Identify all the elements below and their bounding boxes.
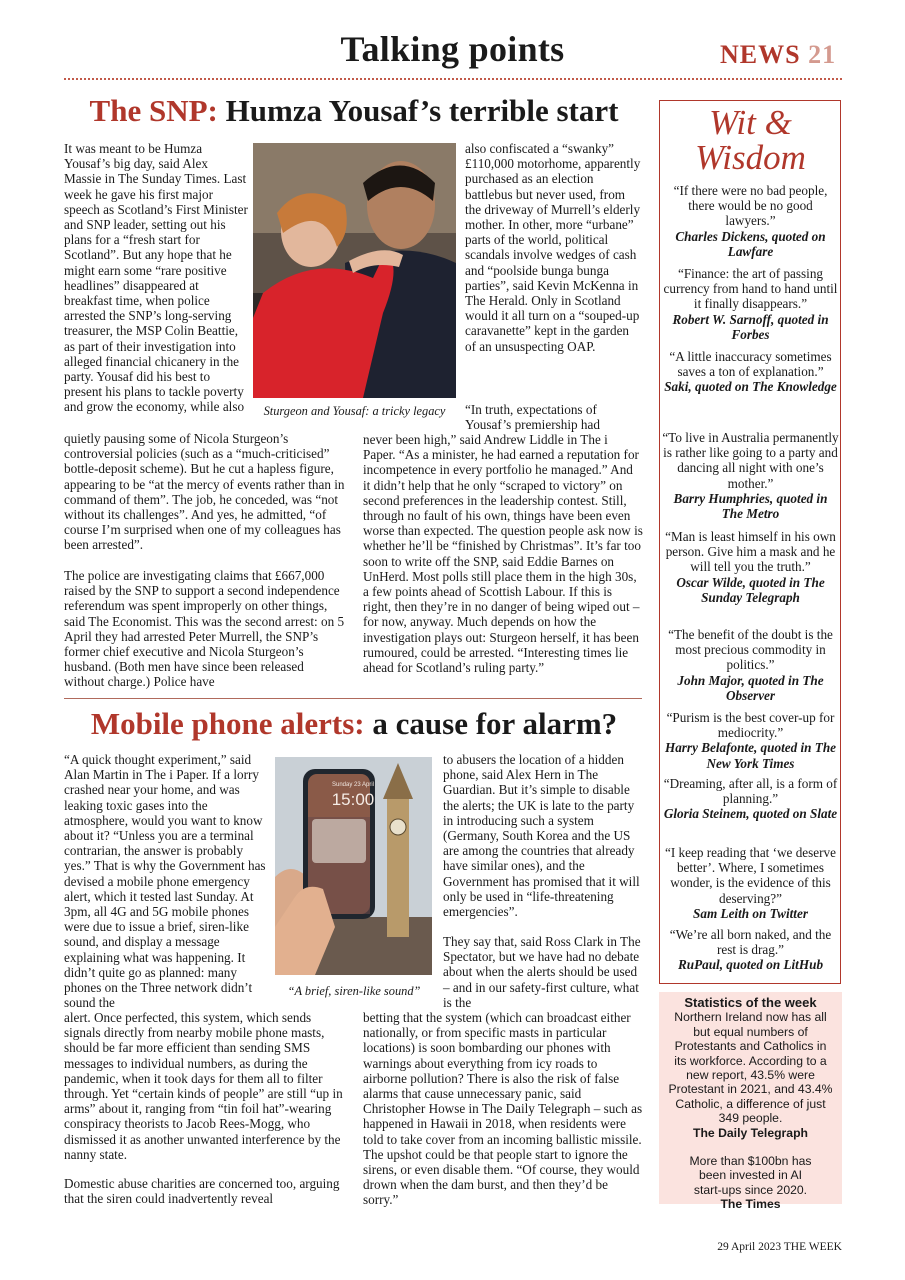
article2-col2b: They say that, said Ross Clark in The Spectator, but we have had no debate about when the alerts should be used – and in our safety-first culture, what is the <box>443 934 641 1010</box>
wit-quote <box>662 710 839 771</box>
statistic-item: More than $100bn has been invested in AI start-ups since 2020. <box>689 1154 812 1197</box>
article1-headline <box>64 93 644 129</box>
wit-quote <box>662 845 839 921</box>
quote-text: “A little inaccuracy sometimes saves a ton of explanation.” <box>669 349 832 380</box>
quote-text: “Finance: the art of passing currency from hand to hand until it finally disappears.” <box>663 266 838 312</box>
quote-source: Gloria Steinem, quoted on Slate <box>663 806 838 822</box>
article2-col1b: alert. Once perfected, this system, which sends signals directly from nearby mobile phone masts, should be far more efficient than sending SMS messages to individual numbers, as during the pandemic, when it took days for them all to filter through. Yet “certain kinds of people” are still “up in arms” about it, ranging from “tin foil hat”-wearing conspiracy theorists to Jacob Rees-Mogg, who dismissed it as another unwanted interference by the nanny state. <box>64 1010 343 1162</box>
quote-source: Oscar Wilde, quoted in The Sunday Telegraph <box>676 574 825 605</box>
phone-time: 15:00 <box>331 790 375 809</box>
quote-text: “I keep reading that ‘we deserve better’. Where, I sometimes wonder, is the evidence of this deserving?” <box>665 845 836 906</box>
wit-quote <box>662 529 839 605</box>
statistics-content <box>659 996 842 1212</box>
wit-quote <box>662 927 839 973</box>
wit-quote <box>662 266 839 342</box>
article1-col2a: also confiscated a “swanky” £110,000 motorhome, apparently purchased as an election battlebus but never used, from the driveway of Murrell’s elderly mother. In other, more “urbane” parts of the world, political scandals involve wedges of cash and “poolside bunga bunga parties”, said Kevin McKenna in The Herald. Only in Scotland would it all turn on a “souped-up caravanette” kept in the garden of an unsuspecting OAP. <box>465 141 641 354</box>
article2-col2a: to abusers the location of a hidden phone, said Alex Hern in The Guardian. But it’s simple to disable the alerts; the UK is late to the party in introducing such a system (Germany, South Korea and the US are among the countries that already have similar ones), and the Government has promised that it will only be used in “life-threatening emergencies”. <box>443 752 640 920</box>
quote-source: Sam Leith on Twitter <box>693 905 808 921</box>
quote-source: Robert W. Sarnoff, quoted in Forbes <box>672 311 829 342</box>
wit-quote <box>662 183 839 259</box>
page-title: Talking points <box>340 29 565 69</box>
statistic-source: The Times <box>720 1197 781 1212</box>
header-rule <box>64 78 842 80</box>
wit-quote <box>662 349 839 395</box>
wit-quote <box>662 627 839 703</box>
quote-text: “To live in Australia permanently is rather like going to a party and dancing all night with one’s mother.” <box>662 430 839 491</box>
quote-source: Charles Dickens, quoted on Lawfare <box>675 228 826 259</box>
article2-headline-lead: Mobile phone alerts: <box>90 706 365 741</box>
article2-headline-rest: a cause for alarm? <box>372 706 618 741</box>
wit-wisdom-title <box>659 105 842 175</box>
quote-text: “If there were no bad people, there would be no good lawyers.” <box>673 183 828 229</box>
quote-text: “We’re all born naked, and the rest is drag.” <box>669 927 832 958</box>
wit-quote <box>662 776 839 822</box>
quote-text: “Purism is the best cover-up for mediocrity.” <box>666 710 835 741</box>
article2-col2c: betting that the system (which can broadcast either nationally, or from specific masts in particular locations) is soon bombarding our phones with warnings about everything from icy roads to airborne pollution? There is also the risk of false alarms that cause unnecessary panic, said Christopher Howse in The Daily Telegraph – such as happened in Hawaii in 2018, when residents were told to take cover from an incoming ballistic missile. The upshot could be that people start to ignore the sirens, or even disable them. “Of course, they would drown when the dam burst, and then they’d be sorry.” <box>363 1010 643 1208</box>
wit-quote <box>662 430 839 521</box>
section-name: NEWS <box>720 40 801 69</box>
phone-date: Sunday 23 April <box>331 782 375 788</box>
section-label <box>720 40 836 70</box>
quote-source: Barry Humphries, quoted in The Metro <box>673 490 828 522</box>
article2-caption: “A brief, siren-like sound” <box>287 984 421 998</box>
quote-source: Harry Belafonte, quoted in The New York Times <box>664 740 837 771</box>
quote-source: Saki, quoted on The Knowledge <box>664 379 837 395</box>
article2-col1c: Domestic abuse charities are concerned too, arguing that the siren could inadvertently reveal <box>64 1176 340 1207</box>
article1-caption: Sturgeon and Yousaf: a tricky legacy <box>263 404 446 418</box>
page-footer: 29 April 2023 THE WEEK <box>717 1241 842 1253</box>
article1-col1c: The police are investigating claims that £667,000 raised by the SNP to support a second independence referendum was spent improperly on other things, said The Economist. This was the second arrest: on 5 April they had arrested Peter Murrell, the SNP’s former chief executive and Nicola Sturgeon’s husband. (Both men have since been released without charge.) Police have <box>64 568 345 690</box>
article1-col2c: never been high,” said Andrew Liddle in The i Paper. “As a minister, he had earned a reputation for incompetence in every portfolio he managed.” And it didn’t help that he only “scraped to victory” on second preferences in the leadership contest. Still, through no fault of his own, things have been even worse than expected. The question people ask now is whether he’ll be “finished by Christmas”. It’s far too soon to write off the SNP, said Eddie Barnes on UnHerd. Most polls still place them in the high 30s, a few points ahead of Scottish Labour. If this is right, then they’re in no danger of being wiped out – for now, anyway. Much depends on how the investigation plays out: Sturgeon herself, it has been rumoured, could be arrested. “Interesting times lie ahead for Scotland’s ruling party.” <box>363 432 643 676</box>
wit-title-line1: Wit & <box>709 103 792 142</box>
article2-headline <box>64 706 644 742</box>
article1-col2b: “In truth, expectations of Yousaf’s premiership had <box>465 402 600 433</box>
wit-title-line2: Wisdom <box>695 138 806 177</box>
article1-headline-lead: The SNP: <box>89 93 218 128</box>
article-separator <box>64 698 642 699</box>
article1-col1a: It was meant to be Humza Yousaf’s big day, said Alex Massie in The Sunday Times. Last week he gave his first major speech as Scotland’s First Minister and SNP leader, setting out his plans for a “fresh start for Scotland”. But any hope that he might earn some “rare positive headlines” disappeared at breakfast time, when police arrested the SNP’s long-serving treasurer, the MSP Colin Beattie, as part of their investigation into alleged financial chicanery in the party. Yousaf did his best to present his plans to tackle poverty and grow the economy, while also <box>64 141 248 415</box>
quote-source: RuPaul, quoted on LitHub <box>677 957 824 973</box>
quote-text: “The benefit of the doubt is the most precious commodity in politics.” <box>668 627 833 673</box>
article1-col1b: quietly pausing some of Nicola Sturgeon’s controversial policies (such as a “much-criticised” bottle-deposit scheme). But he cut a hapless figure, appearing to be “at the mercy of events rather than in command of them”. The job, he conceded, was “not without its challenges”. And yes, he admitted, “of course I’m surprised when one of my colleagues has been arrested”. <box>64 431 345 553</box>
statistic-source: The Daily Telegraph <box>693 1125 808 1140</box>
quote-source: John Major, quoted in The Observer <box>677 672 824 703</box>
page-number: 21 <box>808 40 837 69</box>
quote-text: “Man is least himself in his own person. Give him a mask and he will tell you the truth.” <box>665 529 836 575</box>
article2-col1a: “A quick thought experiment,” said Alan Martin in The i Paper. If a lorry crashed near your home, and was leaking toxic gases into the atmosphere, would you want to know about it? “Unless you are a terminal contrarian, the answer is probably yes.” That is why the Government has devised a mobile phone emergency alert, which it tested last Sunday. At 3pm, all 4G and 5G mobile phones were due to issue a brief, siren-like sound, and display a message explaining what was happening. It didn’t quite go as planned: many phones on the Three network didn’t sound the <box>64 752 266 1011</box>
article1-headline-rest: Humza Yousaf’s terrible start <box>225 93 619 128</box>
quote-text: “Dreaming, after all, is a form of planning.” <box>663 776 838 807</box>
statistics-title: Statistics of the week <box>684 995 817 1010</box>
statistic-item: Northern Ireland now has all but equal numbers of Protestants and Catholics in its workforce. According to a new report, 43.5% were Protestant in 2021, and 43.4% Catholic, a difference of just 349 people. <box>668 1010 833 1126</box>
sturgeon-yousaf-photo <box>253 143 456 398</box>
